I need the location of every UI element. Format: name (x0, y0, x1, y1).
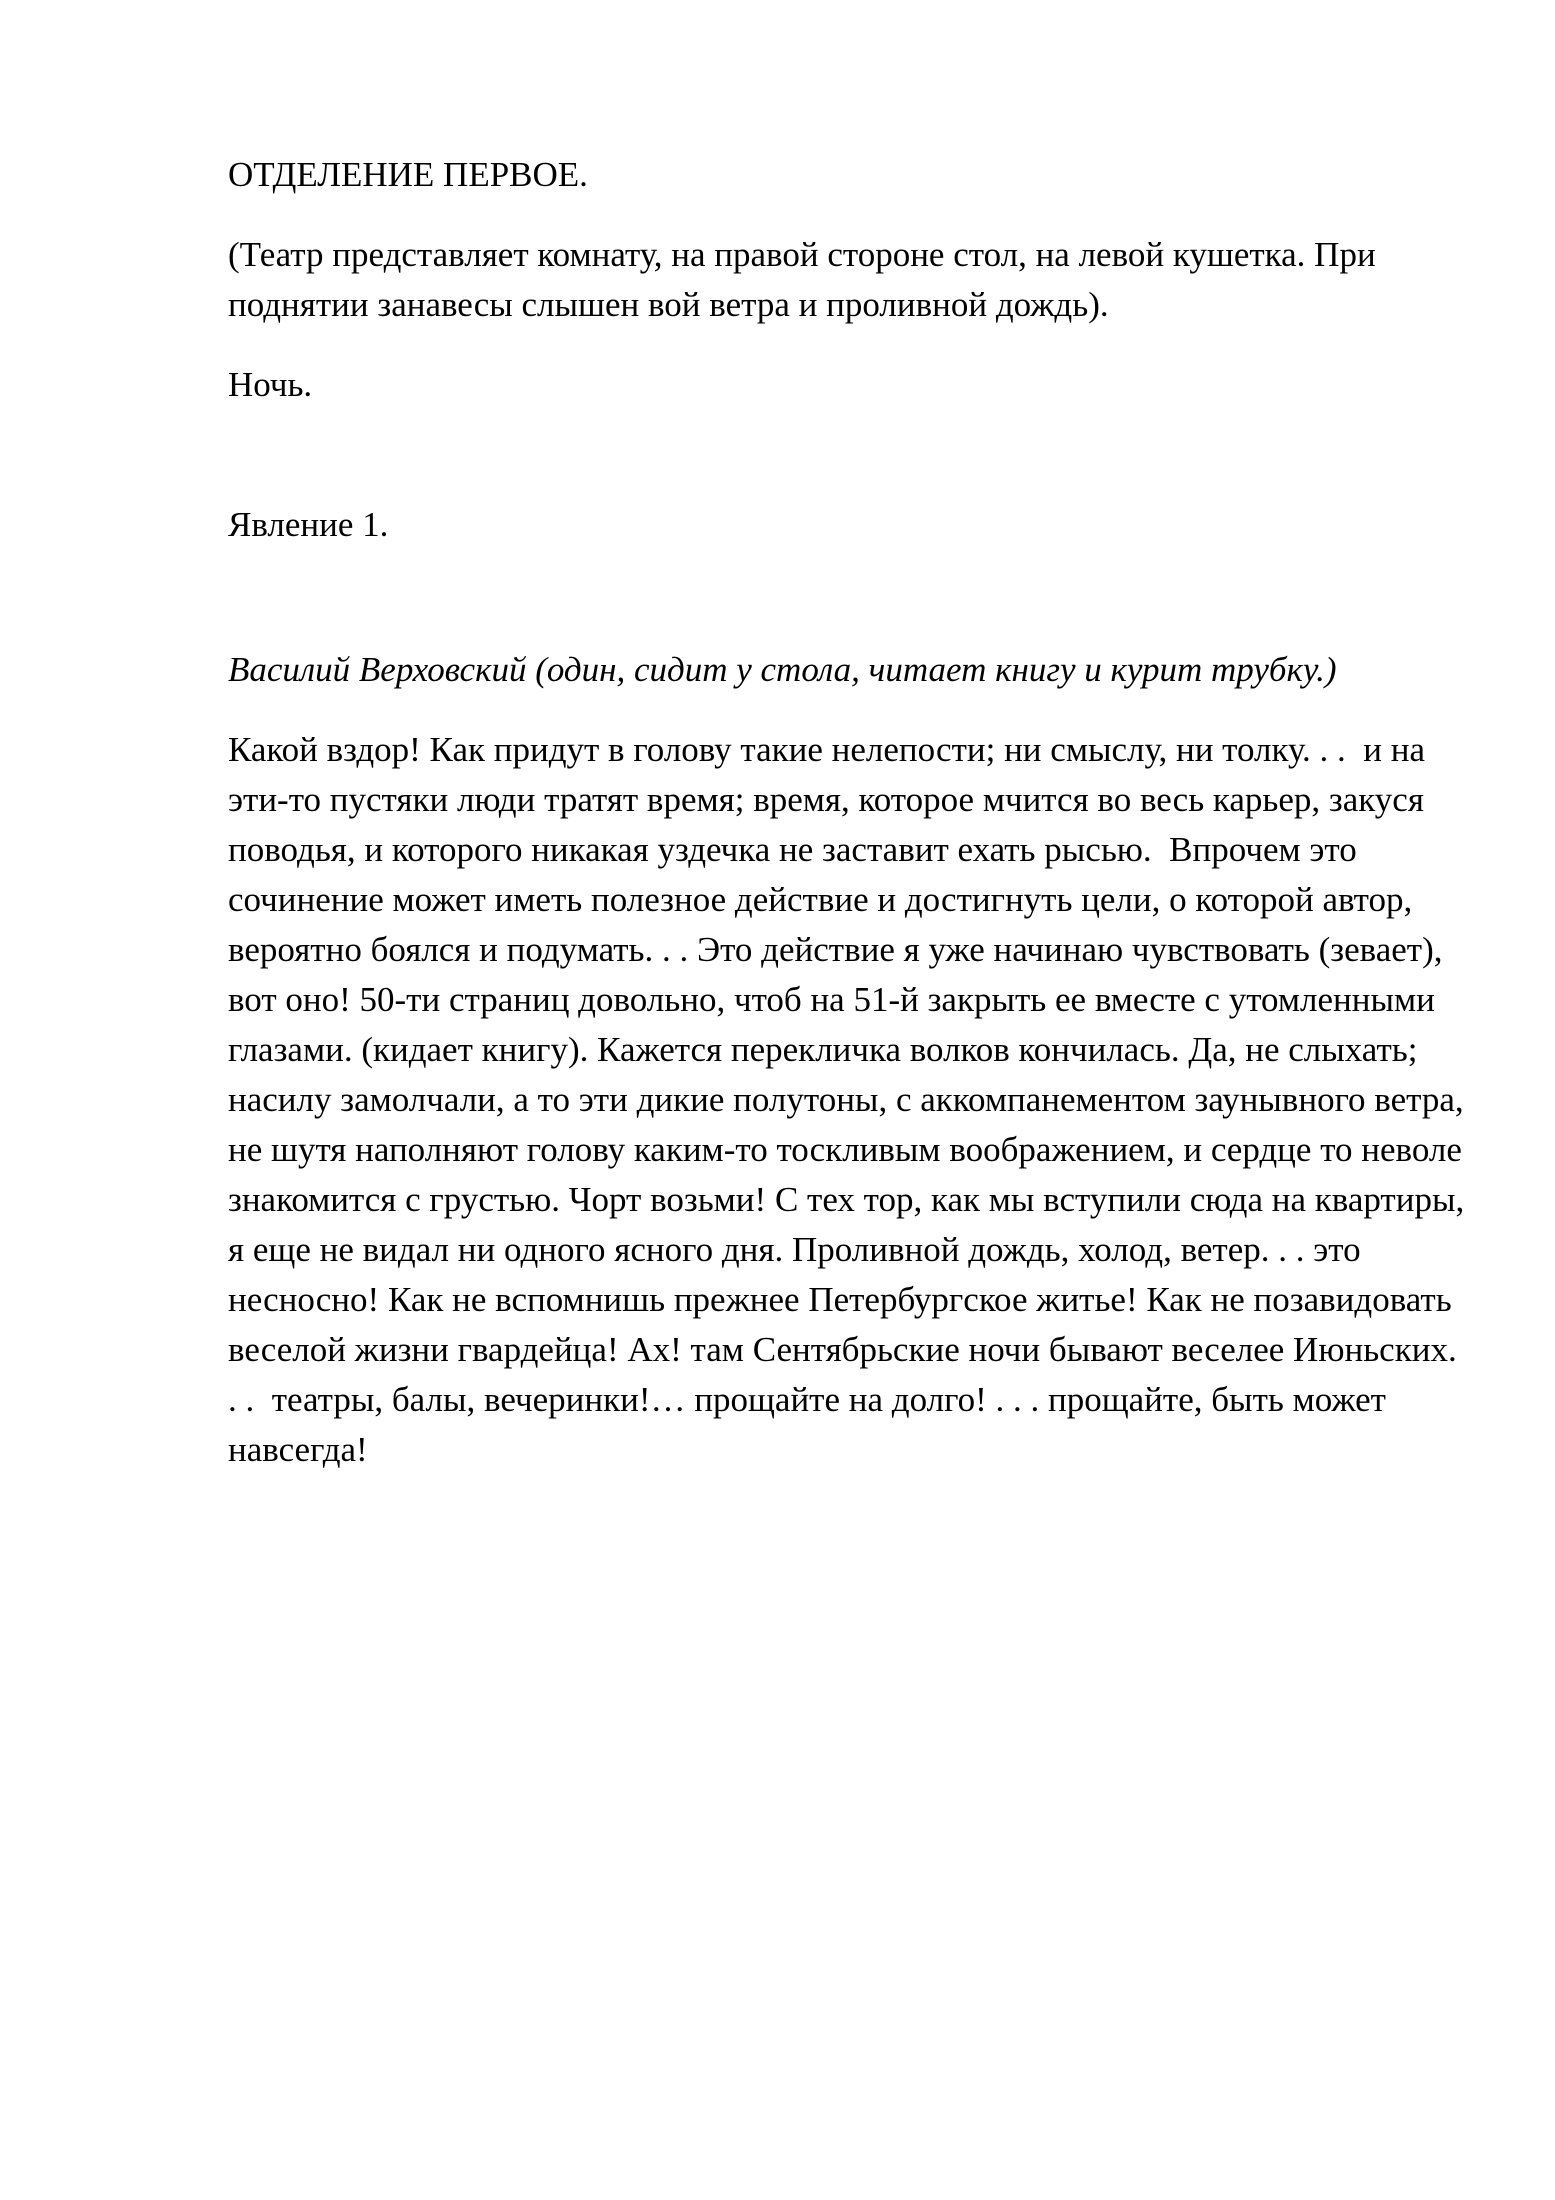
stage-direction-paragraph: (Театр представляет комнату, на правой стороне стол, на левой кушетка. При поднятии занавесы слышен вой ветра и проливной дождь). (228, 235, 1385, 324)
section-heading: ОТДЕЛЕНИЕ ПЕРВОЕ. (228, 155, 588, 194)
monologue-paragraph: Какой вздор! Как придут в голову такие нелепости; ни смыслу, ни толку. . . и на эти-то пустяки люди тратят время; время, которое мчится во весь карьер, закуся поводья, и которого никакая уздечка не заставит ехать рысью. Впрочем это сочинение может иметь полезное действие и достигнуть цели, о которой автор, вероятно боялся и подумать. . . Это действие я уже начинаю чувствовать (зевает), вот оно! 50-ти страниц довольно, чтоб на 51-й закрыть ее вместе с утомленными глазами. (кидает книгу). Кажется перекличка волков кончилась. Да, не слыхать; насилу замолчали, а то эти дикие полутоны, с аккомпанементом заунывного ветра, не шутя наполняют голову каким-то тоскливым воображением, и сердце то неволе знакомится с грустью. Чорт возьми! С тех тор, как мы вступили сюда на квартиры, я еще не видал ни одного ясного дня. Проливной дождь, холод, ветер. . . это несносно! Как не вспомнишь прежнее Петербургское житье! Как не позавидовать веселой жизни гвардейца! Ах! там Сентябрьские ночи бывают веселее Июньских. . . театры, балы, вечеринки!… прощайте на долго! . . . прощайте, быть может навсегда! (228, 730, 1473, 1469)
character-stage-direction: Василий Верховский (один, сидит у стола, читает книгу и курит трубку.) (228, 650, 1337, 689)
time-note: Ночь. (228, 365, 313, 404)
scene-heading: Явление 1. (228, 505, 389, 544)
